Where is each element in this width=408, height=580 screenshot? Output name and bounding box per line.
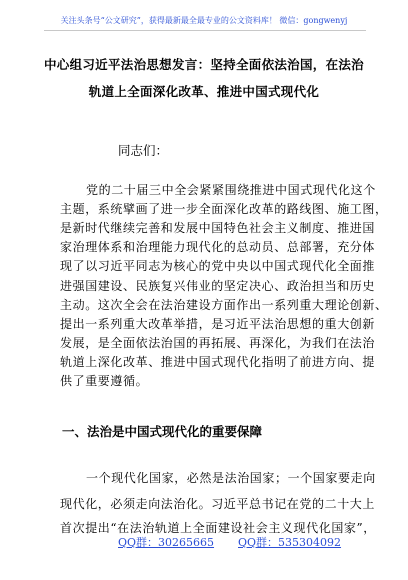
paragraph-line: 进强国建设、民族复兴伟业的坚定决心、政治担当和历史 bbox=[60, 279, 376, 293]
paragraph-line: 党的二十届三中全会紧紧围绕推进中国式现代化这个 bbox=[86, 183, 376, 197]
paragraph-line: 现代化，必须走向法治化。习近平总书记在党的二十大上 bbox=[60, 497, 376, 511]
header-banner: 关注头条号“公文研究”，获得最新最全最专业的公文资料库！ 微信：gongwenyj bbox=[60, 16, 348, 25]
document-title-line-2: 轨道上全面深化改革、推进中国式现代化 bbox=[88, 84, 320, 99]
paragraph-line: 一个现代化国家，必然是法治国家；一个国家要走向 bbox=[86, 471, 376, 485]
paragraph-line: 提出一系列重大改革举措，是习近平法治思想的重大创新 bbox=[60, 317, 376, 331]
paragraph-line: 是新时代继续完善和发展中国特色社会主义制度、推进国 bbox=[60, 221, 376, 235]
section-heading: 一、法治是中国式现代化的重要保障 bbox=[62, 424, 263, 439]
paragraph-line: 发展，是全面依法治国的再拓展、再深化，为我们在法治 bbox=[60, 336, 376, 350]
paragraph-line: 轨道上深化改革、推进中国式现代化指明了前进方向、提 bbox=[60, 355, 376, 369]
footer-qq-group-2[interactable]: QQ群：535304092 bbox=[238, 536, 342, 549]
paragraph-line: 现了以习近平同志为核心的党中央以中国式现代化全面推 bbox=[60, 259, 376, 273]
salutation: 同志们： bbox=[118, 143, 169, 158]
paragraph-line: 主动。这次全会在法治建设方面作出一系列重大理论创新、 bbox=[60, 298, 388, 312]
paragraph-line: 主题，系统擘画了进一步全面深化改革的路线图、施工图， bbox=[60, 202, 388, 216]
document-title-line-1: 中心组习近平法治思想发言：坚持全面依法治国，在法治 bbox=[43, 57, 364, 72]
footer-qq-group-1[interactable]: QQ群：30265665 bbox=[118, 536, 215, 549]
header-divider bbox=[44, 30, 366, 31]
paragraph-line: 首次提出“在法治轨道上全面建设社会主义现代化国家”， bbox=[60, 521, 376, 535]
paragraph-line: 供了重要遵循。 bbox=[60, 374, 149, 388]
paragraph-line: 家治理体系和治理能力现代化的总动员、总部署，充分体 bbox=[60, 240, 376, 254]
